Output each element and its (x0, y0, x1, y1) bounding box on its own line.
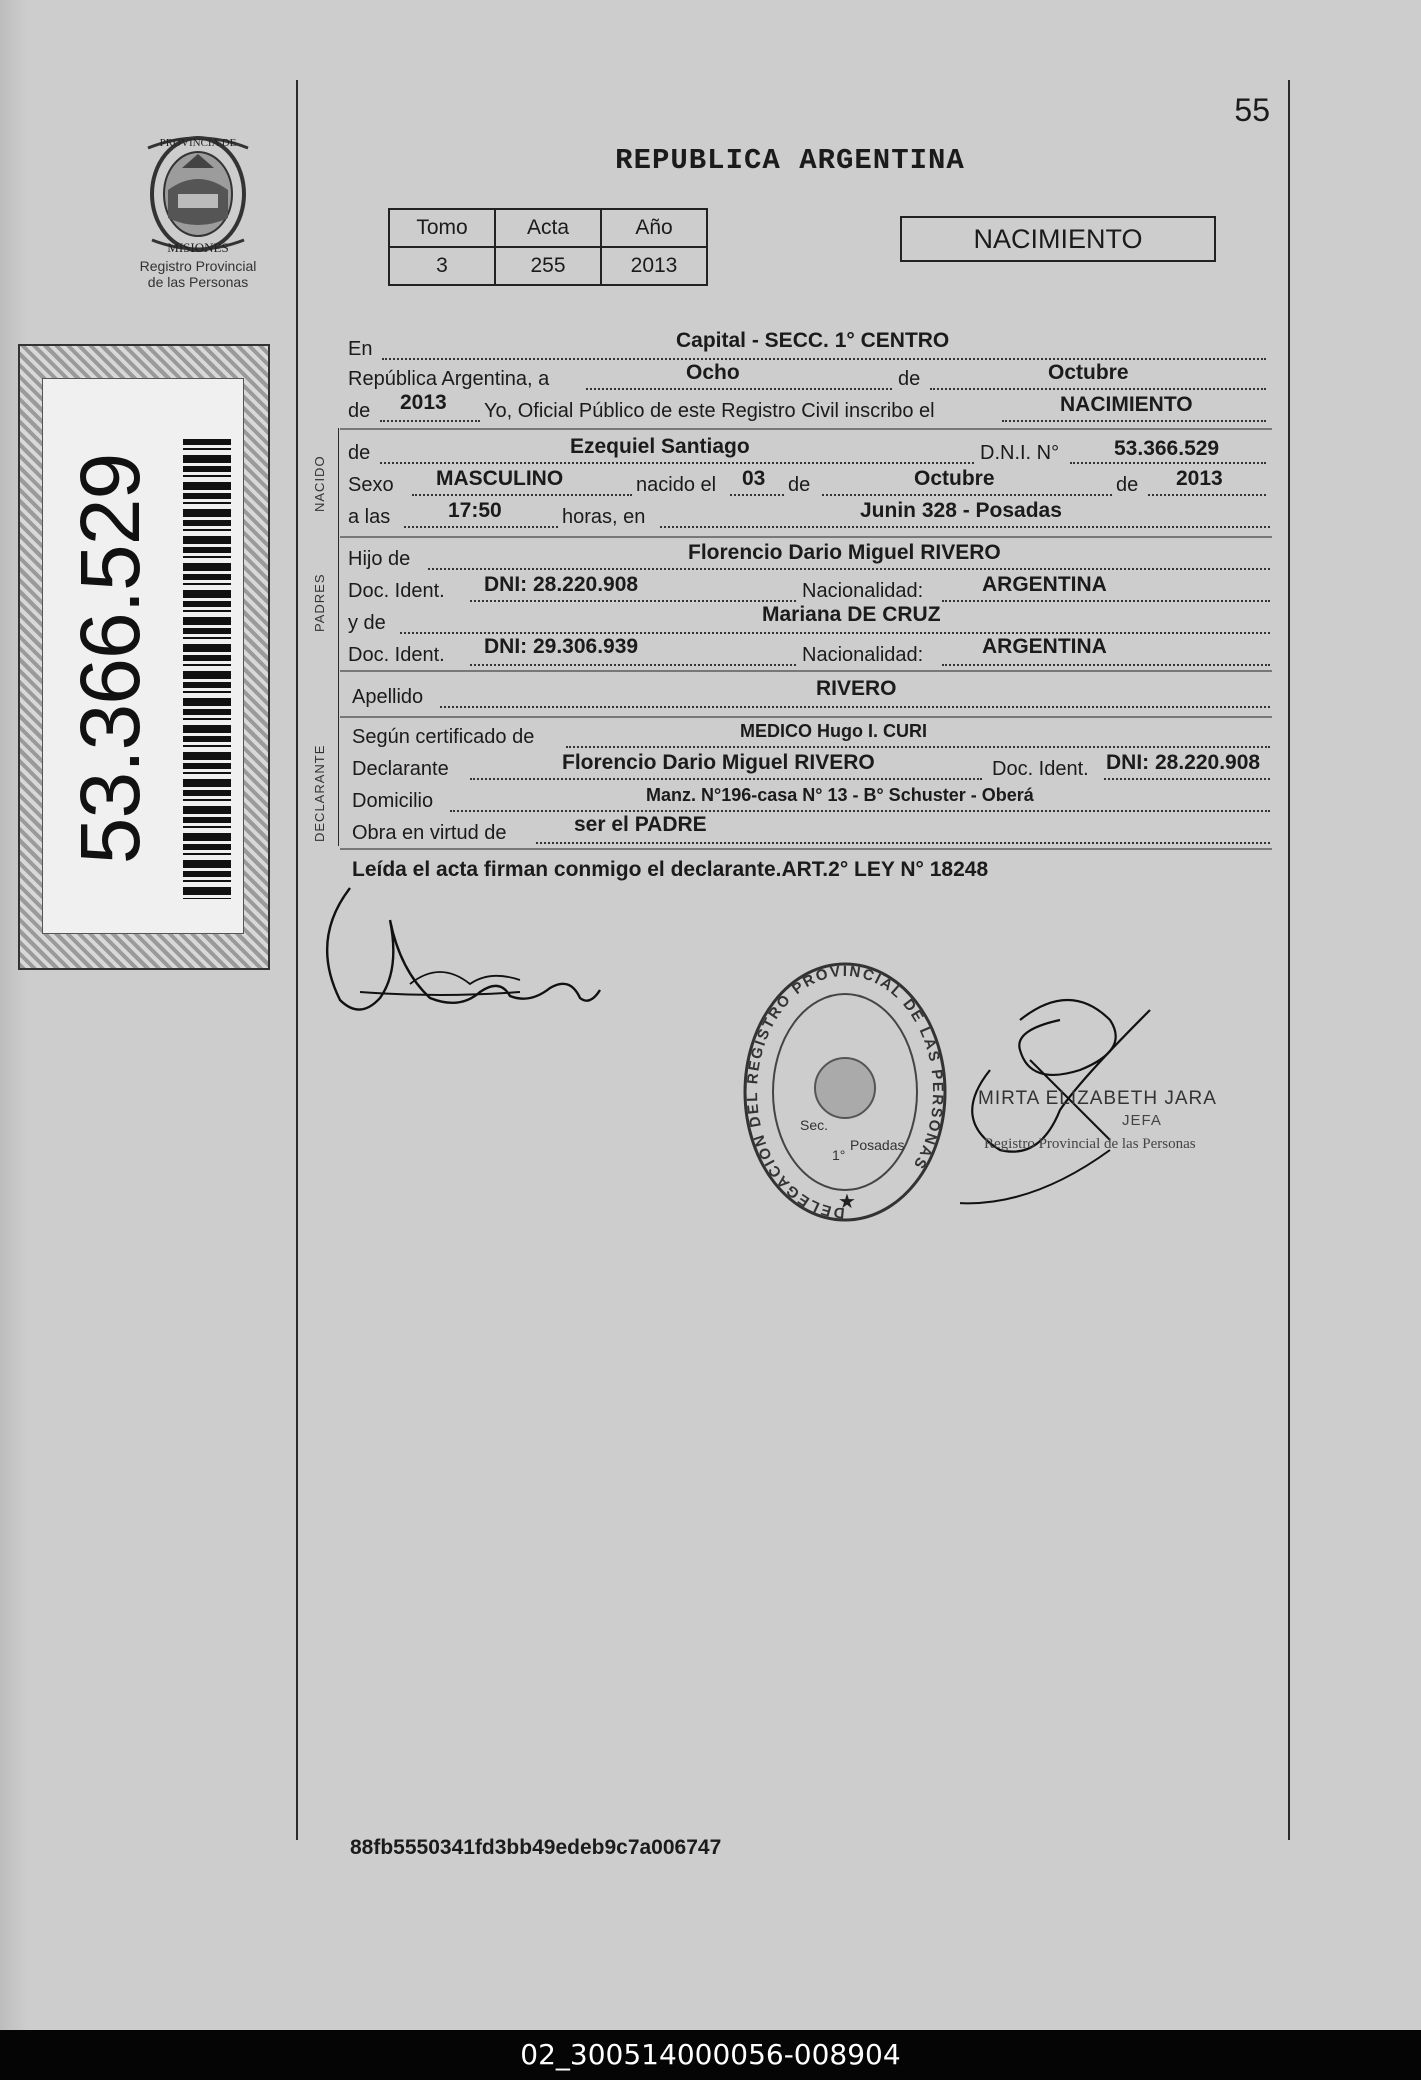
side-label-nacido: NACIDO (312, 455, 327, 512)
month-value: Octubre (1048, 361, 1129, 384)
dotted-line (1104, 776, 1270, 780)
register-header-tomo: Tomo (389, 209, 495, 247)
register-table (388, 208, 708, 286)
dotted-line (412, 492, 632, 496)
dotted-line (942, 598, 1270, 602)
register-header-ano: Año (601, 209, 707, 247)
separator (340, 670, 1272, 672)
dotted-line (930, 386, 1266, 390)
logo-top-text: PROVINCIA DE (159, 137, 237, 149)
de-label: de (898, 368, 921, 390)
dotted-line (428, 566, 1270, 570)
declarante-doc-value: DNI: 28.220.908 (1106, 751, 1261, 774)
certificado-label: Según certificado de (352, 726, 535, 748)
dotted-line (470, 662, 796, 666)
de-year-label: de (348, 400, 371, 422)
seal-ring-text: DELEGACION DEL REGISTRO PROVINCIAL DE LAS PERSONAS (743, 962, 947, 1222)
side-label-padres: PADRES (312, 573, 327, 632)
record-type-box: NACIMIENTO (900, 216, 1216, 262)
page-number: 55 (1234, 92, 1270, 128)
separator (340, 536, 1272, 538)
certificado-value: MEDICO Hugo I. CURI (740, 721, 927, 741)
register-value-ano: 2013 (601, 247, 707, 285)
row-en (348, 334, 372, 364)
hour-value: 17:50 (448, 499, 502, 522)
dotted-line (380, 460, 974, 464)
dotted-line (566, 744, 1270, 748)
apellido-value: RIVERO (816, 677, 897, 700)
obra-label: Obra en virtud de (352, 822, 507, 844)
dotted-line (1002, 418, 1266, 422)
register-value-acta: 255 (495, 247, 601, 285)
register-value-tomo: 3 (389, 247, 495, 285)
birth-day-value: 03 (742, 467, 766, 490)
dotted-line (404, 524, 558, 528)
dotted-line (822, 492, 1112, 496)
birth-year-de-label: de (1116, 474, 1139, 496)
day-value: Ocho (686, 361, 740, 384)
mother-doc-label: Doc. Ident. (348, 644, 445, 666)
dotted-line (382, 356, 1266, 360)
father-name-value: Florencio Dario Miguel RIVERO (688, 541, 1001, 564)
logo-caption-line-1: Registro Provincial (139, 258, 257, 274)
nacido-label: nacido el (636, 474, 717, 496)
dotted-line (942, 662, 1270, 666)
apellido-label: Apellido (352, 686, 424, 708)
declarant-signature (320, 880, 610, 1020)
seal-inner-line-3: Posadas (850, 1137, 905, 1153)
alas-label: a las (348, 506, 391, 528)
inscribo-text: Yo, Oficial Público de este Registro Civil inscribo el (484, 400, 935, 422)
id-barcode-label (18, 344, 270, 970)
inscribo-value: NACIMIENTO (1060, 393, 1193, 416)
register-value-row (389, 247, 707, 285)
left-margin-rule (296, 80, 298, 1840)
father-doc-label: Doc. Ident. (348, 580, 445, 602)
dotted-line (450, 808, 1270, 812)
seal-inner-line-1: Sec. (800, 1117, 829, 1133)
mother-name-value: Mariana DE CRUZ (762, 603, 941, 626)
side-label-declarante: DECLARANTE (312, 744, 327, 842)
place-value: Junin 328 - Posadas (860, 499, 1062, 522)
separator (340, 428, 1272, 430)
dni-value: 53.366.529 (1114, 437, 1220, 460)
document-title: REPUBLICA ARGENTINA (615, 144, 965, 177)
dni-label: D.N.I. N° (980, 442, 1060, 464)
seal-star-icon: ★ (838, 1191, 856, 1213)
logo-caption-line-2: de las Personas (147, 274, 249, 290)
logo-caption (118, 258, 278, 290)
official-name: MIRTA ELIZABETH JARA (978, 1088, 1217, 1109)
separator (340, 848, 1272, 850)
register-header-acta: Acta (495, 209, 601, 247)
register-header-row (389, 209, 707, 247)
sexo-value: MASCULINO (436, 467, 564, 490)
official-seal (740, 960, 950, 1225)
official-role: JEFA (1122, 1112, 1162, 1129)
dotted-line (470, 776, 982, 780)
section-rule (338, 428, 339, 846)
hijo-label: Hijo de (348, 548, 411, 570)
name-de-label: de (348, 442, 371, 464)
name-value: Ezequiel Santiago (570, 435, 750, 458)
seal-inner-line-2: 1° (832, 1147, 846, 1163)
yde-label: y de (348, 612, 386, 634)
dotted-line (470, 598, 796, 602)
republica-label: República Argentina, a (348, 368, 550, 390)
logo-bottom-text: MISIONES (167, 240, 229, 255)
mother-nat-value: ARGENTINA (982, 635, 1107, 658)
domicilio-value: Manz. N°196-casa N° 13 - B° Schuster - Oberá (646, 785, 1034, 805)
dotted-line (1148, 492, 1266, 496)
declarante-doc-label: Doc. Ident. (992, 758, 1089, 780)
barcode (183, 439, 231, 899)
province-coat-of-arms-logo (138, 128, 258, 258)
mother-nat-label: Nacionalidad: (802, 644, 924, 666)
dotted-line (730, 492, 784, 496)
document-hash: 88fb5550341fd3bb49edeb9c7a006747 (350, 1836, 722, 1859)
dotted-line (440, 704, 1270, 708)
father-nat-value: ARGENTINA (982, 573, 1107, 596)
row-republica (348, 364, 549, 394)
footer-file-id: 02_300514000056-008904 (0, 2030, 1421, 2080)
obra-value: ser el PADRE (574, 813, 707, 836)
dotted-line (380, 418, 480, 422)
dotted-line (536, 840, 1270, 844)
label-inner (42, 378, 244, 934)
horas-label: horas, en (562, 506, 646, 528)
closing-statement: Leída el acta firman conmigo el declarante.ART.2° LEY N° 18248 (352, 858, 989, 881)
declarante-label: Declarante (352, 758, 449, 780)
declarante-value: Florencio Dario Miguel RIVERO (562, 751, 875, 774)
father-doc-value: DNI: 28.220.908 (484, 573, 639, 596)
sexo-label: Sexo (348, 474, 394, 496)
birth-month-value: Octubre (914, 467, 995, 490)
mother-doc-value: DNI: 29.306.939 (484, 635, 639, 658)
father-nat-label: Nacionalidad: (802, 580, 924, 602)
birth-year-value: 2013 (1176, 467, 1223, 490)
dotted-line (660, 524, 1270, 528)
domicilio-label: Domicilio (352, 790, 434, 812)
birth-de-label: de (788, 474, 811, 496)
en-label: En (348, 338, 373, 360)
label-id-number: 53.366.529 (63, 453, 157, 865)
official-office: Registro Provincial de las Personas (984, 1136, 1196, 1152)
right-margin-rule (1288, 80, 1290, 1840)
en-value: Capital - SECC. 1° CENTRO (676, 329, 950, 352)
dotted-line (586, 386, 892, 390)
year-value: 2013 (400, 391, 447, 414)
